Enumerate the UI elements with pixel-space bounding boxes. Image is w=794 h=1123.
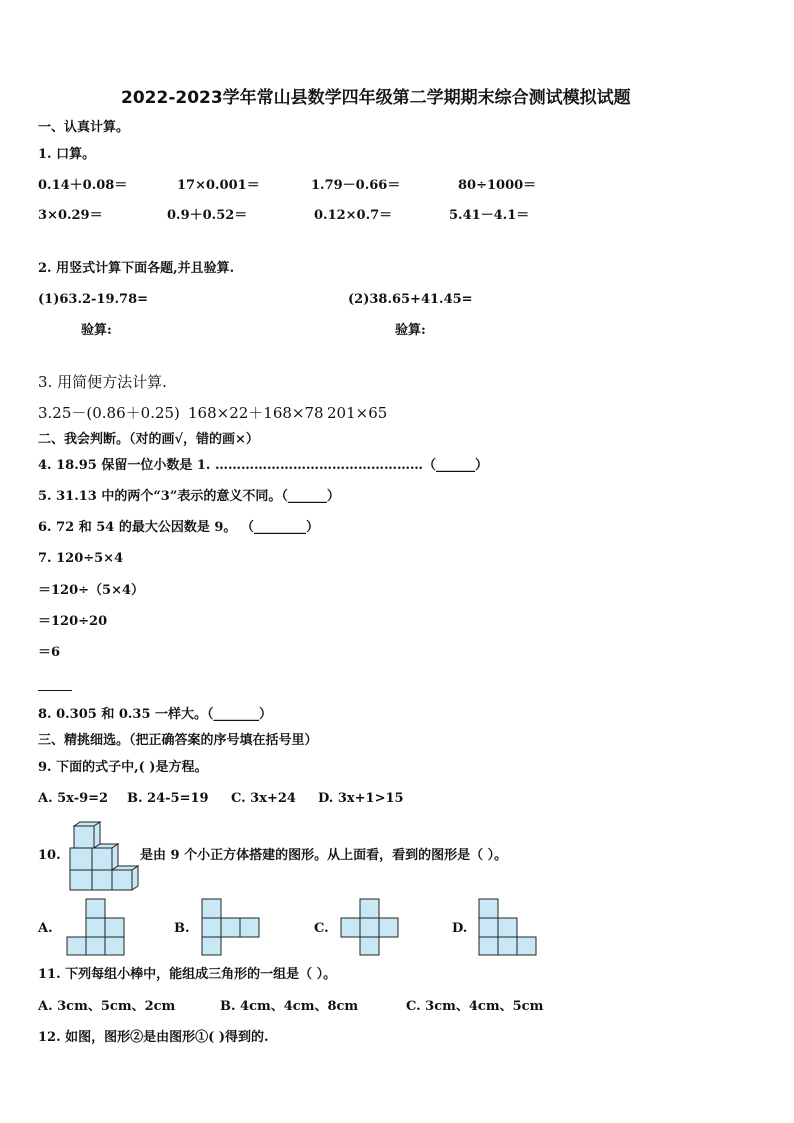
q1-item: 80÷1000＝ xyxy=(458,178,537,193)
q1-item: 0.14＋0.08＝ xyxy=(38,178,128,193)
q4: 4. 18.95 保留一位小数是 1. …………………………………………（______） xyxy=(38,458,488,473)
q10-option-label: A. xyxy=(38,921,53,936)
q11-label: 11. 下列每组小棒中，能组成三角形的一组是（ ）。 xyxy=(38,967,337,982)
q3-item: 201×65 xyxy=(327,404,388,422)
q9-label: 9. 下面的式子中,( )是方程。 xyxy=(38,760,208,775)
q10-text: 是由 9 个小正方体搭建的图形。从上面看，看到的图形是（ ）。 xyxy=(140,848,508,863)
q1-item: 17×0.001＝ xyxy=(177,178,260,193)
q1-label: 1. 口算。 xyxy=(38,147,96,162)
section-3-heading: 三、精挑细选。（把正确答案的序号填在括号里） xyxy=(38,733,318,748)
q9-option: D. 3x+1>15 xyxy=(318,791,404,806)
page-title: 2022-2023学年常山县数学四年级第二学期期末综合测试模拟试题 xyxy=(121,88,631,108)
section-1-heading: 一、认真计算。 xyxy=(38,120,130,135)
q7-answer-line xyxy=(38,690,72,691)
q1-item: 1.79－0.66＝ xyxy=(311,178,401,193)
q10-option-b-shape xyxy=(202,898,260,956)
q3-item: 3.25－(0.86＋0.25) xyxy=(38,404,180,422)
q1-item: 0.9＋0.52＝ xyxy=(167,208,248,223)
section-2-heading: 二、我会判断。（对的画√，错的画×） xyxy=(38,432,259,447)
q7-line: ＝6 xyxy=(38,645,61,660)
q9-option: A. 5x-9=2 xyxy=(38,791,109,806)
q11-option: C. 3cm、4cm、5cm xyxy=(406,999,544,1014)
q6: 6. 72 和 54 的最大公因数是 9。 （________） xyxy=(38,520,319,535)
q7-line: 7. 120÷5×4 xyxy=(38,551,124,566)
q12: 12. 如图，图形②是由图形①( )得到的. xyxy=(38,1030,269,1045)
q3-label: 3. 用简便方法计算. xyxy=(38,373,167,391)
q2-part2: (2)38.65+41.45= xyxy=(348,292,473,307)
q10-number: 10. xyxy=(38,848,61,863)
q7-line: ＝120÷（5×4） xyxy=(38,583,145,598)
q1-item: 5.41－4.1＝ xyxy=(449,208,530,223)
q9-option: B. 24-5=19 xyxy=(127,791,209,806)
q3-item: 168×22＋168×78 xyxy=(188,404,324,422)
q11-option: B. 4cm、4cm、8cm xyxy=(220,999,359,1014)
q10-option-label: D. xyxy=(452,921,468,936)
q2-check-label: 验算: xyxy=(395,323,426,338)
q1-item: 0.12×0.7＝ xyxy=(314,208,393,223)
q10-option-c-shape xyxy=(341,898,399,956)
q10-option-label: B. xyxy=(174,921,190,936)
q9-option: C. 3x+24 xyxy=(231,791,296,806)
q2-part1: (1)63.2-19.78= xyxy=(38,292,149,307)
q10-option-label: C. xyxy=(314,921,329,936)
q10-option-d-shape xyxy=(479,898,537,956)
q8: 8. 0.305 和 0.35 一样大。（_______） xyxy=(38,707,273,722)
q5: 5. 31.13 中的两个“3”表示的意义不同。（______） xyxy=(38,489,340,504)
q11-option: A. 3cm、5cm、2cm xyxy=(38,999,176,1014)
q2-check-label: 验算: xyxy=(81,323,112,338)
q2-label: 2. 用竖式计算下面各题,并且验算. xyxy=(38,261,235,276)
q7-line: ＝120÷20 xyxy=(38,614,108,629)
q1-item: 3×0.29＝ xyxy=(38,208,103,223)
q10-option-a-shape xyxy=(67,898,125,956)
cube-structure-figure xyxy=(68,822,142,890)
